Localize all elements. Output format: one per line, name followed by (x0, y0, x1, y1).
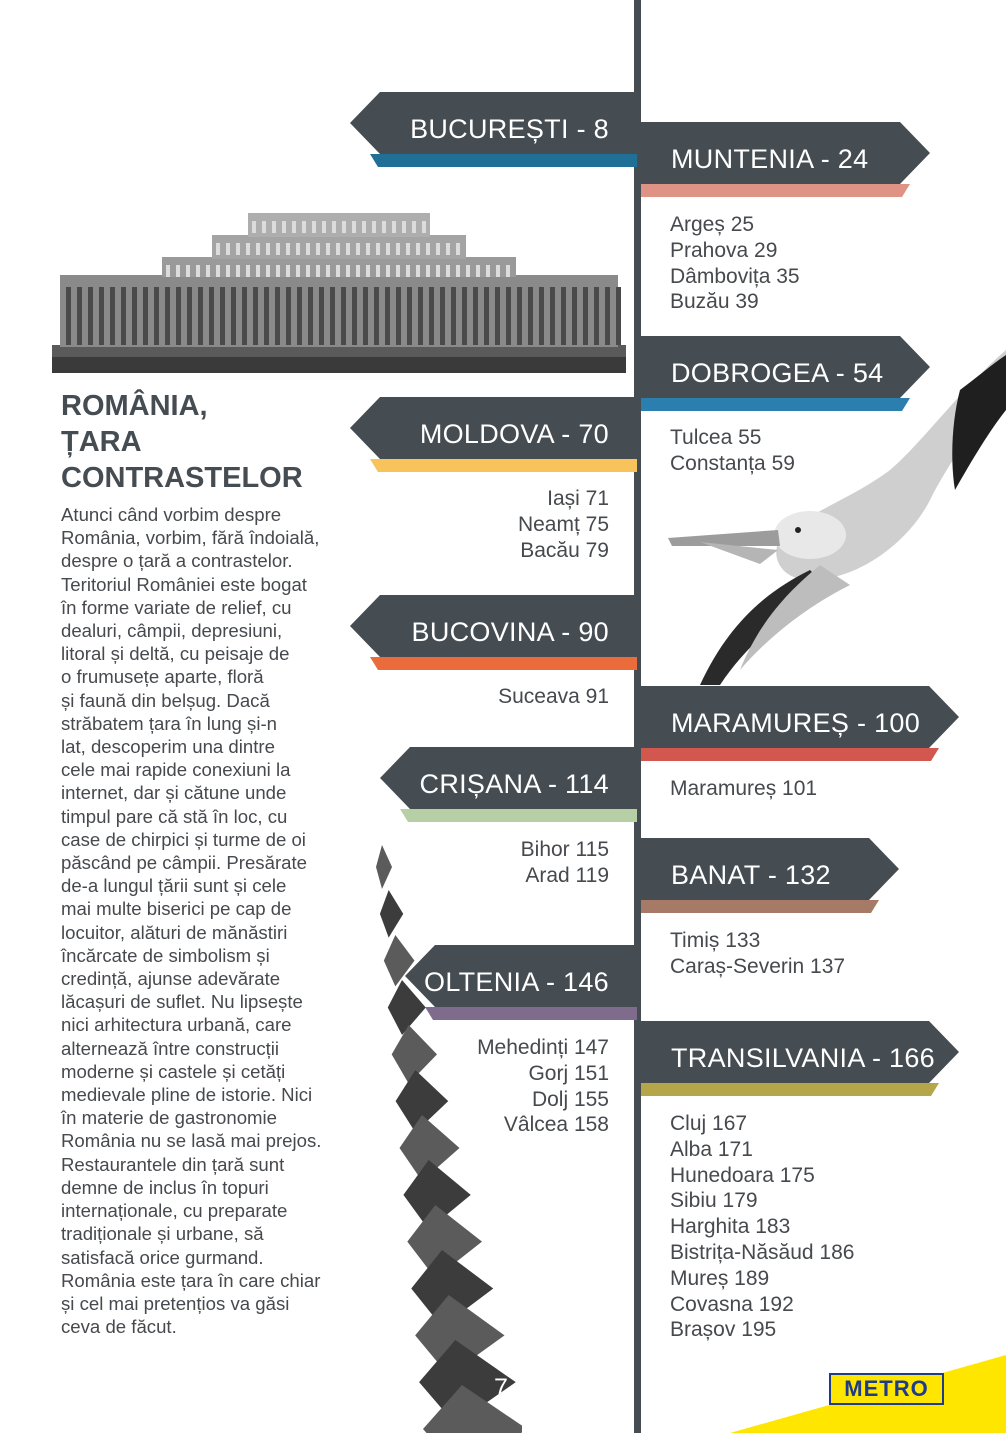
county-list (498, 684, 609, 710)
article-body-line: în materie de gastronomie (61, 1107, 278, 1129)
article-body-line: România este țara în care chiar (61, 1269, 321, 1291)
county-item: Suceava 91 (498, 685, 609, 708)
article-body-line: încărcate de simbolism și (61, 944, 270, 966)
article-body-line: și faună din belșug. Dacă (61, 689, 270, 711)
county-item: Harghita 183 (670, 1215, 791, 1239)
article-body-line: mai multe biserici pe cap de (61, 898, 292, 920)
sign-label: OLTENIA - 146 (424, 967, 609, 997)
article-body-line: demne de inclus în topuri (61, 1176, 269, 1198)
article-body-line: internaționale, cu preparate (61, 1200, 288, 1222)
sign-accent-stripe (641, 900, 879, 913)
sign-accent-stripe (370, 154, 637, 167)
sign-label: MARAMUREȘ - 100 (671, 708, 921, 738)
sign-accent-stripe (370, 657, 637, 670)
article-body-line: de-a lungul țării sunt și cele (61, 875, 287, 897)
county-item: Buzău 39 (670, 290, 759, 314)
article-title (61, 388, 303, 496)
sign-accent-stripe (370, 459, 637, 472)
sign-accent-stripe (641, 748, 939, 761)
county-item: Sibiu 179 (670, 1189, 758, 1213)
article-body-line: internet, dar și cătune unde (61, 782, 287, 804)
article-body-line: alternează între construcții (61, 1037, 280, 1059)
column-bead (380, 890, 403, 938)
county-item: Cluj 167 (670, 1112, 748, 1135)
county-item: Covasna 192 (670, 1292, 794, 1316)
article-body-line: timpul pare că stă în loc, cu (61, 805, 288, 827)
signpost-pole (634, 0, 641, 1433)
region-sign-right (641, 838, 899, 913)
county-list (670, 928, 845, 980)
sign-label: CRIȘANA - 114 (419, 769, 609, 799)
article-body-line: litoral și deltă, cu peisaje de (61, 643, 290, 665)
county-item: Iași 71 (547, 487, 609, 510)
article-body-line: credință, ajunse adevărate (61, 968, 281, 990)
sign-label: BUCOVINA - 90 (411, 617, 609, 647)
sign-label: MOLDOVA - 70 (419, 419, 609, 449)
region-sign-left (380, 747, 637, 822)
region-sign-left (350, 397, 637, 472)
sign-label: BANAT - 132 (671, 860, 831, 890)
county-list (670, 212, 800, 315)
metro-logo: METRO (829, 1373, 944, 1405)
county-item: Maramureș 101 (670, 777, 818, 800)
county-item: Tulcea 55 (670, 426, 762, 449)
county-item: Constanța 59 (670, 451, 795, 475)
county-item: Prahova 29 (670, 238, 778, 262)
sign-accent-stripe (641, 1083, 939, 1096)
county-item: Gorj 151 (528, 1061, 609, 1085)
county-item: Mehedinți 147 (477, 1036, 609, 1059)
region-sign-left (405, 945, 637, 1020)
article-body (61, 503, 366, 1338)
article-body-line: Restaurantele din țară sunt (61, 1153, 285, 1175)
county-item: Bistrița-Năsăud 186 (670, 1240, 855, 1264)
article-body-line: despre o țară a contrastelor. (61, 550, 293, 572)
sign-accent-stripe (641, 184, 910, 197)
article-body-line: în forme variate de relief, cu (61, 596, 292, 618)
county-item: Dâmbovița 35 (670, 264, 800, 288)
county-list (521, 837, 609, 889)
region-sign-right (641, 122, 930, 197)
sign-accent-stripe (400, 809, 637, 822)
county-item: Argeș 25 (670, 213, 755, 236)
article-body-line: ceva de făcut. (61, 1316, 177, 1338)
county-item: Alba 171 (670, 1137, 753, 1161)
article-body-line: locuitor, alături de mănăstiri (61, 921, 288, 943)
article-body-line: medievale pline de istorie. Nici (61, 1084, 313, 1106)
article-body-line: și cel mai pretențios va găsi (61, 1292, 290, 1314)
county-item: Hunedoara 175 (670, 1163, 815, 1187)
page-number: 7 (494, 1374, 508, 1402)
county-item: Timiș 133 (670, 929, 761, 952)
article-body-line: România nu se lasă mai prejos. (61, 1130, 322, 1152)
region-sign-left (350, 595, 637, 670)
article-body-line: păscând pe câmpii. Presărate (61, 852, 307, 874)
county-item: Mureș 189 (670, 1266, 770, 1290)
county-list (670, 1111, 854, 1343)
county-list (670, 776, 817, 802)
article-body-line: dealuri, câmpii, depresiuni, (61, 620, 283, 642)
county-item: Arad 119 (525, 863, 609, 887)
region-sign-right (641, 336, 930, 411)
article-body-line: case de chirpici și turme de oi (61, 828, 306, 850)
sign-label: BUCUREȘTI - 8 (410, 114, 609, 144)
sign-accent-stripe (425, 1007, 637, 1020)
article-body-line: lat, descoperim una dintre (61, 736, 275, 758)
article-body-line: România, vorbim, fără îndoială, (61, 527, 320, 549)
article-body-line: cele mai rapide conexiuni la (61, 759, 291, 781)
county-item: Bihor 115 (520, 838, 609, 861)
article-body-line: moderne și castele și cetăți (61, 1060, 286, 1082)
article-body-line: Teritoriul României este bogat (61, 573, 307, 595)
region-sign-right (641, 686, 959, 761)
article-body-line: Atunci când vorbim despre (61, 504, 282, 525)
county-item: Brașov 195 (670, 1318, 777, 1342)
title-line: ȚARA (61, 426, 142, 458)
sign-label: TRANSILVANIA - 166 (671, 1043, 935, 1073)
county-item: Vâlcea 158 (503, 1113, 609, 1137)
county-item: Neamț 75 (517, 512, 609, 536)
county-item: Caraș-Severin 137 (670, 954, 846, 978)
region-sign-right (641, 1021, 959, 1096)
sign-label: MUNTENIA - 24 (671, 144, 869, 174)
county-list (518, 486, 609, 563)
county-item: Bacău 79 (520, 538, 609, 562)
article-body-line: o frumusețe aparte, floră (61, 666, 264, 688)
county-item: Dolj 155 (531, 1087, 609, 1111)
palace-photo (52, 205, 626, 373)
county-list (477, 1035, 609, 1138)
article-body-line: străbatem țara în lung și-n (61, 712, 277, 734)
title-line: ROMÂNIA, (61, 390, 208, 422)
region-sign-left (350, 92, 637, 167)
article-body-line: tradiționale și urbane, să (61, 1223, 264, 1245)
column-bead (376, 845, 392, 889)
article-body-line: nici arhitectura urbană, care (61, 1014, 292, 1036)
title-line: CONTRASTELOR (61, 462, 303, 494)
article-body-line: lăcașuri de suflet. Nu lipsește (61, 991, 303, 1013)
article-body-line: satisfacă orice gurmand. (61, 1246, 264, 1268)
sign-accent-stripe (641, 398, 910, 411)
county-list (670, 425, 795, 477)
sign-label: DOBROGEA - 54 (671, 358, 884, 388)
